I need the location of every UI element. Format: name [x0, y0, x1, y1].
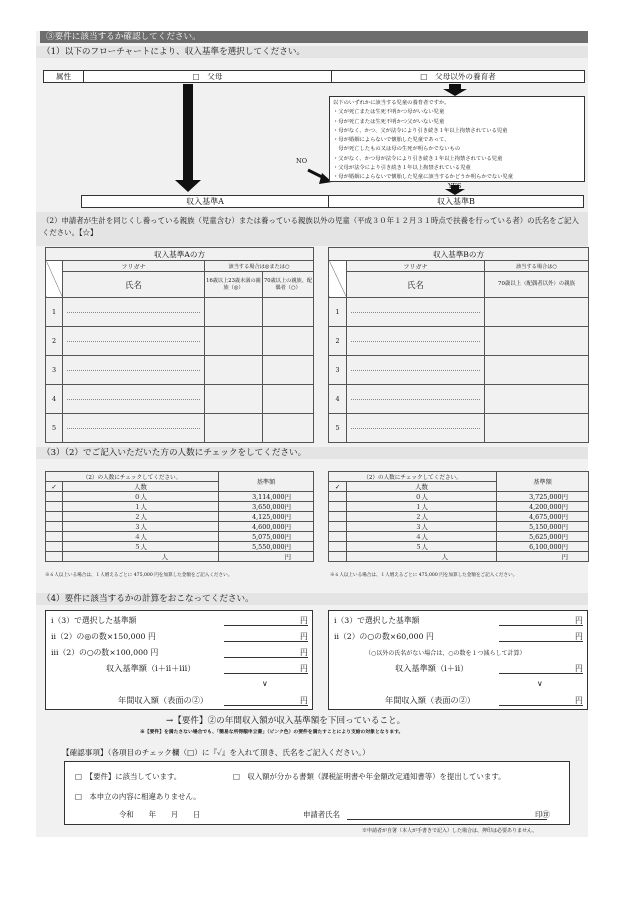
ge-symbol: ∨	[537, 679, 543, 688]
count-checkbox[interactable]	[329, 512, 347, 522]
calc-b-field1[interactable]	[499, 625, 583, 626]
calc-a-field1[interactable]	[224, 625, 308, 626]
yen: 円	[300, 616, 308, 625]
check-cell[interactable]	[205, 327, 263, 356]
check-cell[interactable]	[485, 356, 589, 385]
conditions-box	[329, 96, 585, 182]
result-standard-b: 収入基準B	[328, 195, 584, 208]
calc-a-annual: 年間収入額（表面の②）	[118, 695, 209, 705]
yen: 円	[300, 696, 308, 705]
count-checkbox[interactable]	[46, 522, 63, 532]
table-a-col1-head: 16歳以上23歳未満の親族（◎）	[205, 272, 263, 298]
option-other-guardian[interactable]: □ 父母以外の養育者	[420, 72, 496, 81]
name-cell[interactable]	[63, 414, 205, 443]
name-cell[interactable]	[347, 327, 485, 356]
table-a-corner	[46, 261, 63, 298]
yen: 円	[300, 664, 308, 673]
row-number: 4	[46, 385, 63, 414]
base-amount: 5,550,000円	[219, 542, 314, 552]
option-parents[interactable]: □ 父母	[84, 71, 332, 82]
check-cell[interactable]	[263, 327, 314, 356]
s3-title: （3）（2）でご記入いただいた方の人数にチェックをしてください。	[36, 447, 588, 459]
check-cell[interactable]	[263, 356, 314, 385]
requirement-subnote: ※【要件】を満たさない場合でも、「簡易な所得額申立書」（ピンク色）の要件を満たすことにより支給の対象となります。	[140, 729, 404, 735]
people-b-count-head: 人数	[347, 482, 497, 492]
base-amount: 4,125,000円	[219, 512, 314, 522]
check-mark-head: ✓	[329, 482, 347, 492]
people-table-a	[45, 471, 314, 562]
table-a-furigana-head: フリガナ	[63, 261, 205, 272]
yen: 円	[300, 648, 308, 657]
name-cell[interactable]	[63, 298, 205, 327]
condition-item: ・母が死亡または生死不明かつ父がいない児童	[333, 118, 445, 125]
count-checkbox[interactable]	[329, 502, 347, 512]
check-cell[interactable]	[205, 356, 263, 385]
people-count: １人	[63, 502, 219, 512]
table-b-furigana-head: フリガナ	[347, 261, 485, 272]
calc-a-total: 収入基準額（ⅰ＋ⅱ＋ⅲ）	[106, 663, 196, 673]
base-amount: 4,600,000円	[219, 522, 314, 532]
people-table-b	[328, 471, 589, 562]
base-amount: 5,625,000円	[497, 532, 589, 542]
base-amount: 4,675,000円	[497, 512, 589, 522]
row-number: 5	[329, 414, 347, 443]
attribute-label: 属性	[44, 71, 84, 82]
condition-item: ・母が婚姻によらないで懐胎した児童であって、	[333, 137, 450, 144]
calc-b-note: （○以外の氏名がない場合は、○の数を１つ減らして計算）	[365, 650, 526, 657]
count-checkbox[interactable]	[46, 532, 63, 542]
row-number: 1	[46, 298, 63, 327]
base-amount: 4,200,000円	[497, 502, 589, 512]
people-count: ２人	[347, 512, 497, 522]
confirm-title: 【確認事項】（各項目のチェック欄（□）に『✓』を入れて頂き、氏名をご記入ください。）	[62, 748, 370, 757]
calc-a-row3: ⅲ（2）の○の数×100,000 円	[51, 648, 159, 657]
condition-item: ・母がなく、かつ、父が法令により引き続き１年以上拘禁されている児童	[333, 127, 508, 134]
people-count: １人	[347, 502, 497, 512]
s4-title: （4）要件に該当するかの計算をおこなってください。	[36, 593, 588, 605]
confirm-check-accuracy[interactable]: □ 本申立の内容に相違ありません。	[75, 792, 201, 801]
check-mark-head: ✓	[46, 482, 63, 492]
calc-b-row2: ⅱ（2）の○の数×60,000 円	[334, 632, 434, 641]
requirement-conclusion: →【要件】②の年間収入額が収入基準額を下回っていること。	[166, 716, 406, 726]
calc-b-row1: ⅰ（3）で選択した基準額	[334, 616, 420, 625]
people-count: ２人	[63, 512, 219, 522]
calc-box-a	[45, 610, 313, 710]
people-count: ０人	[63, 492, 219, 502]
count-checkbox[interactable]	[329, 522, 347, 532]
people-count: 人	[347, 552, 497, 562]
check-cell[interactable]	[205, 298, 263, 327]
name-cell[interactable]	[63, 356, 205, 385]
count-checkbox[interactable]	[329, 552, 347, 562]
yen: 円	[300, 632, 308, 641]
table-b-title: 収入基準Bの方	[329, 248, 589, 261]
confirm-check-requirement[interactable]: □ 【要件】に該当しています。	[75, 772, 182, 781]
calc-b-total-field[interactable]	[499, 673, 583, 674]
ge-symbol: ∨	[262, 679, 268, 688]
signature-footnote: ※申請者が自署（本人が手書きで記入）した場合は、押印は必要ありません。	[362, 828, 538, 834]
calc-b-total: 収入基準額（ⅰ＋ⅱ）	[395, 663, 469, 673]
condition-item: 母が死亡したもの又は母の生死が明らかでないもの	[333, 146, 461, 153]
calc-b-field2[interactable]	[499, 641, 583, 642]
table-b-check-head: 該当する場合は○	[485, 261, 589, 272]
base-amount: 5,150,000円	[497, 522, 589, 532]
people-a-count-head: 人数	[63, 482, 219, 492]
check-cell[interactable]	[485, 327, 589, 356]
table-a-col2-head: 70歳以上の親族、配偶者（○）	[263, 272, 314, 298]
people-b-note: ※６人以上いる場合は、１人増えるごとに 475,000 円を加算した金額をご記入ください。	[330, 573, 518, 578]
calc-a-annual-field[interactable]	[224, 705, 308, 706]
row-number: 3	[329, 356, 347, 385]
calc-b-annual: 年間収入額（表面の②）	[385, 695, 476, 705]
count-checkbox[interactable]	[329, 492, 347, 502]
base-amount: 円	[497, 552, 589, 562]
people-count: ４人	[347, 532, 497, 542]
applicant-name-field[interactable]	[347, 819, 547, 820]
count-checkbox[interactable]	[46, 502, 63, 512]
name-cell[interactable]	[347, 414, 485, 443]
check-cell[interactable]	[263, 414, 314, 443]
yen: 円	[575, 696, 583, 705]
people-count: 人	[63, 552, 219, 562]
table-a-check-head: 該当する場合は◎または○	[205, 261, 314, 272]
yen: 円	[575, 664, 583, 673]
people-count: ５人	[347, 542, 497, 552]
base-amount: 3,114,000円	[219, 492, 314, 502]
base-amount: 円	[219, 552, 314, 562]
people-a-check-head: （2）の人数にチェックしてください。	[46, 472, 219, 482]
check-cell[interactable]	[263, 385, 314, 414]
yen: 円	[575, 616, 583, 625]
table-b-name-head: 氏名	[347, 272, 485, 298]
flow-yes-label: YES	[448, 182, 462, 190]
check-cell[interactable]	[485, 414, 589, 443]
yen: 円	[575, 632, 583, 641]
row-number: 2	[46, 327, 63, 356]
seal-mark: 印㊞	[535, 810, 550, 819]
s1-title: （1）以下のフローチャートにより、収入基準を選択してください。	[36, 46, 588, 58]
count-checkbox[interactable]	[46, 512, 63, 522]
row-number: 4	[329, 385, 347, 414]
count-checkbox[interactable]	[46, 542, 63, 552]
count-checkbox[interactable]	[329, 542, 347, 552]
name-cell[interactable]	[63, 327, 205, 356]
people-b-amount-head: 基準額	[497, 472, 589, 492]
condition-item: ・母が婚姻によらないで懐胎した児童に該当するかどうか明らかでない児童	[333, 174, 514, 181]
people-a-note: ※６人以上いる場合は、１人増えるごとに 475,000 円を加算した金額をご記入ください。	[45, 573, 233, 578]
base-amount: 3,725,000円	[497, 492, 589, 502]
flow-no-label: NO	[296, 157, 308, 165]
row-number: 3	[46, 356, 63, 385]
confirm-box	[64, 761, 570, 825]
name-cell[interactable]	[63, 385, 205, 414]
table-b-col1-head: 70歳以上（配偶者以外）の親族	[485, 272, 589, 298]
check-cell[interactable]	[205, 414, 263, 443]
confirm-date[interactable]: 令和 年 月 日	[119, 810, 201, 819]
name-cell[interactable]	[347, 298, 485, 327]
count-checkbox[interactable]	[46, 492, 63, 502]
condition-item: ・父がなく、かつ母が法令により引き続き１年以上拘禁されている児童	[333, 155, 503, 162]
table-a-title: 収入基準Aの方	[46, 248, 314, 261]
people-b-check-head: （2）の人数にチェックしてください。	[329, 472, 497, 482]
result-standard-a: 収入基準A	[81, 195, 329, 208]
table-standard-b	[328, 247, 589, 443]
condition-item: ・父が死亡または生死不明かつ母がいない児童	[333, 109, 445, 116]
people-count: ５人	[63, 542, 219, 552]
check-cell[interactable]	[485, 385, 589, 414]
calc-a-total-field[interactable]	[224, 673, 308, 674]
row-number: 5	[46, 414, 63, 443]
people-count: ４人	[63, 532, 219, 542]
table-standard-a	[45, 247, 314, 443]
row-number: 2	[329, 327, 347, 356]
count-checkbox[interactable]	[46, 552, 63, 562]
conditions-title: 以下のいずれかに該当する児童の養育者ですか。	[333, 100, 450, 106]
calc-a-row1: ⅰ（3）で選択した基準額	[51, 616, 137, 625]
applicant-label: 申請者氏名	[303, 810, 340, 819]
base-amount: 3,650,000円	[219, 502, 314, 512]
name-cell[interactable]	[347, 385, 485, 414]
count-checkbox[interactable]	[329, 532, 347, 542]
calc-a-row2: ⅱ（2）の◎の数×150,000 円	[51, 632, 156, 641]
table-b-corner	[329, 261, 347, 298]
table-a-name-head: 氏名	[63, 272, 205, 298]
people-count: ３人	[347, 522, 497, 532]
check-cell[interactable]	[485, 298, 589, 327]
s2-title: （2）申請者が生計を同じくし養っている親族（児童含む）または養っている親族以外の児童（平成３０年１２月３１時点で扶養を行っている者）の氏名をご記入ください。【☆】	[36, 212, 588, 246]
calc-box-b	[328, 610, 588, 710]
base-amount: 5,075,000円	[219, 532, 314, 542]
condition-item: ・父母が法令により引き続き１年以上拘禁されている児童	[333, 165, 471, 172]
section-header: ③要件に該当するか確認してください。	[40, 31, 588, 43]
calc-a-field3[interactable]	[224, 657, 308, 658]
name-cell[interactable]	[347, 356, 485, 385]
check-cell[interactable]	[205, 385, 263, 414]
confirm-check-documents[interactable]: □ 収入額が分かる書類（課税証明書や年金額改定通知書等）を提出しています。	[233, 772, 506, 781]
people-a-amount-head: 基準額	[219, 472, 314, 492]
check-cell[interactable]	[263, 298, 314, 327]
people-count: ３人	[63, 522, 219, 532]
base-amount: 6,100,000円	[497, 542, 589, 552]
calc-b-annual-field[interactable]	[499, 705, 583, 706]
row-number: 1	[329, 298, 347, 327]
people-count: ０人	[347, 492, 497, 502]
calc-a-field2[interactable]	[224, 641, 308, 642]
